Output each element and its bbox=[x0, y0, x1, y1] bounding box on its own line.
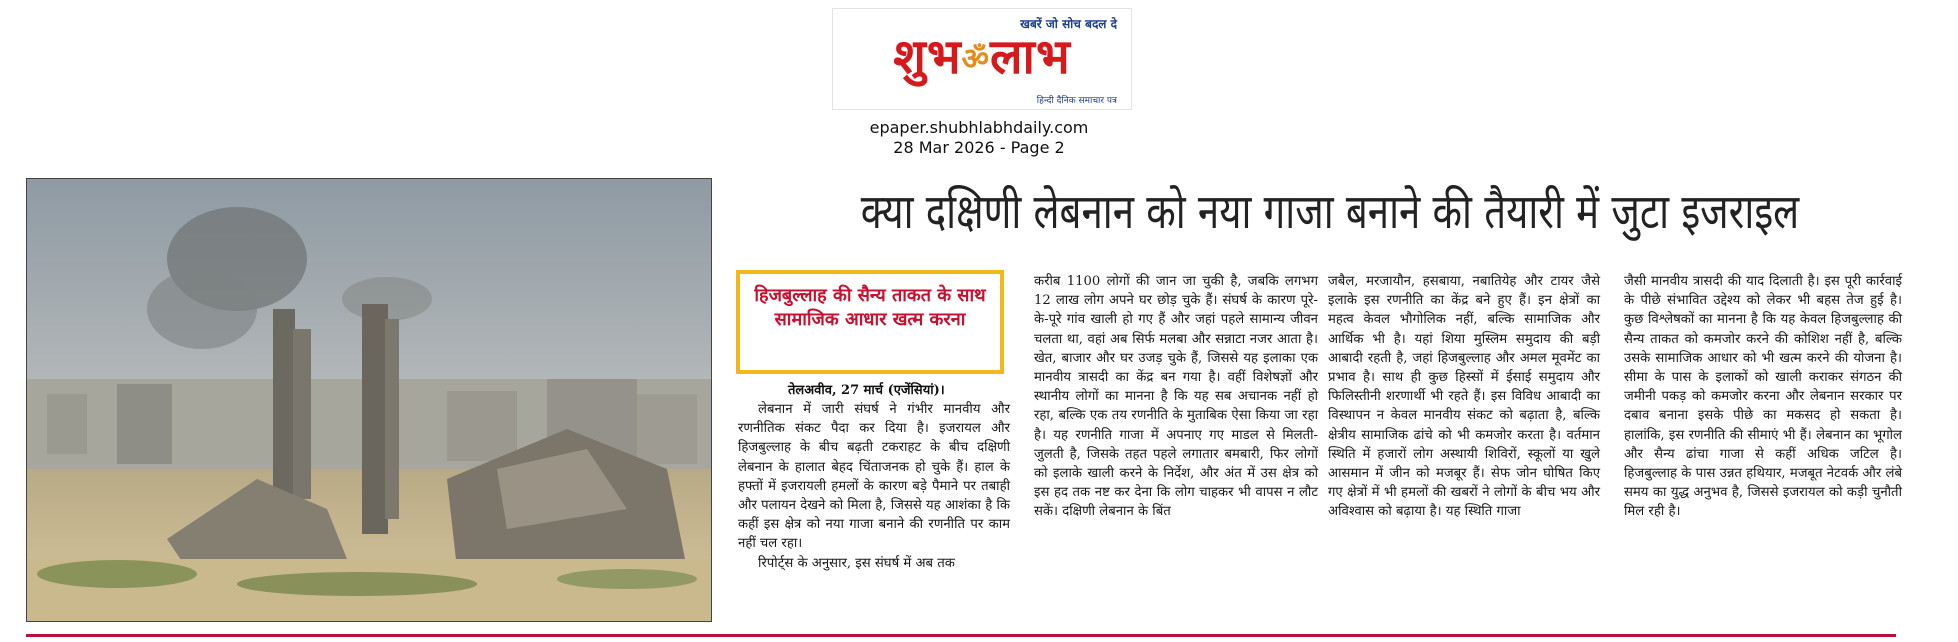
brand-title bbox=[837, 27, 1127, 90]
paragraph: जबैल, मरजायौन, हसबाया, नबातियेह और टायर जैसे इलाके इस रणनीति का केंद्र बने हुए हैं। इन क्षेत्रों का महत्व केवल भौगोलिक नहीं, बल्कि सामाजिक और आर्थिक भी है। यहां शिया मुस्लिम समुदाय की बड़ी आबादी रहती है, जहां हिजबुल्लाह और अमल मूवमेंट का प्रभाव है। साथ ही कुछ हिस्सों में ईसाई समुदाय और फिलिस्तीनी शरणार्थी भी रहते हैं। इस विविध आबादी का विस्थापन न केवल मानवीय संकट को बढ़ाता है, बल्कि क्षेत्रीय सामाजिक ढांचे को भी कमजोर करता है। वर्तमान स्थिति में हजारों लोग अस्थायी शिविरों, स्कूलों या खुले आसमान में जीन को मजबूर हैं। सेफ जोन घोषित किए गए क्षेत्रों में भी हमलों की खबरों ने लोगों के बीच भय और अविश्वास को बढ़ाया है। यह स्थिति गाजा bbox=[1328, 274, 1600, 520]
paragraph: करीब 1100 लोगों की जान जा चुकी है, जबकि लगभग 12 लाख लोग अपने घर छोड़ चुके हैं। संघर्ष के कारण पूरे-के-पूरे गांव खाली हो गए हैं और जहां पहले सामान्य जीवन चलता था, वहां अब सिर्फ मलबा और सन्नाटा नजर आता है। खेत, बाजार और घर उजड़ चुके हैं, जिससे यह इलाका एक मानवीय त्रासदी का केंद्र बन गया है। वहीं विशेषज्ञों और स्थानीय लोगों का मानना है कि यह सब अचानक नहीं हो रहा, बल्कि एक तय रणनीति के मुताबिक ऐसा किया जा रहा है। यह रणनीति गाजा में अपनाए गए माडल से मिलती-जुलती है, जिसके तहत पहले लगातार बमबारी, फिर लोगों को इलाके खाली करने के निर्देश, और अंत में उस क्षेत्र को इस हद तक नष्ट कर देना कि लोग चाहकर भी वापस न लौट सकें। दक्षिणी लेबनान के बिंत bbox=[1034, 274, 1318, 520]
article-column-1 bbox=[738, 400, 1010, 573]
masthead-tagline: खबरें जो सोच बदल दे bbox=[1020, 17, 1117, 31]
masthead-logo bbox=[832, 8, 1132, 110]
brand-word-left: शुभ bbox=[893, 29, 962, 85]
destroyed-buildings-photo bbox=[27, 179, 711, 621]
masthead-subtag: हिन्दी दैनिक समाचार पत्र bbox=[1036, 96, 1117, 106]
dateline: तेलअवीव, 27 मार्च (एजेंसियां)। bbox=[788, 383, 945, 398]
ganesha-icon: ॐ bbox=[961, 42, 991, 77]
subheadline-box: हिजबुल्लाह की सैन्य ताकत के साथ सामाजिक आधार खत्म करना bbox=[736, 270, 1004, 374]
page-date: 28 Mar 2026 - Page 2 bbox=[893, 138, 1065, 157]
paragraph: लेबनान में जारी संघर्ष ने गंभीर मानवीय और रणनीतिक संकट पैदा कर दिया है। इजरायल और हिजबुल्लाह के बीच बढ़ती टकराहट के बीच दक्षिणी लेबनान के हालात बेहद चिंताजनक हो चुके हैं। हाल के हफ्तों में इजरायली हमलों के कारण बड़े पैमाने पर तबाही और पलायन देखने को मिला है, जिससे यह आशंका है कि कहीं इस क्षेत्र को नया गाजा बनाने की रणनीति पर काम नहीं चल रहा। bbox=[738, 402, 1010, 552]
article-column-2 bbox=[1034, 272, 1318, 522]
article-column-4 bbox=[1624, 272, 1902, 522]
site-url[interactable]: epaper.shubhlabhdaily.com bbox=[869, 118, 1089, 137]
bottom-divider bbox=[26, 634, 1896, 637]
article-column-3 bbox=[1328, 272, 1600, 522]
paragraph: जैसी मानवीय त्रासदी की याद दिलाती है। इस पूरी कार्रवाई के पीछे संभावित उद्देश्य को लेकर भी बहस तेज हुई है। कुछ विश्लेषकों का मानना है कि यह केवल हिजबुल्लाह की सैन्य ताकत को कमजोर करने की कोशिश नहीं है, बल्कि उसके सामाजिक आधार को भी खत्म करने की योजना है। सीमा के पास के इलाकों को खाली कराकर संगठन की जमीनी पकड़ को कमजोर करना और लेबनान सरकार पर दबाव बनाना इसके पीछे का मकसद हो सकता है। हालांकि, इस रणनीति की सीमाएं भी हैं। लेबनान का भूगोल और सैन्य ढांचा गाजा से कहीं अधिक जटिल है। हिजबुल्लाह के पास उन्नत हथियार, मजबूत नेटवर्क और लंबे समय का युद्ध अनुभव है, जिससे इजरायल को कड़ी चुनौती मिल रही है। bbox=[1624, 274, 1902, 520]
article-photo bbox=[26, 178, 712, 622]
brand-word-right: लाभ bbox=[990, 29, 1071, 85]
headline: क्या दक्षिणी लेबनान को नया गाजा बनाने की तैयारी में जुटा इजराइल bbox=[860, 184, 1800, 240]
paragraph: रिपोर्ट्स के अनुसार, इस संघर्ष में अब तक bbox=[758, 555, 955, 571]
